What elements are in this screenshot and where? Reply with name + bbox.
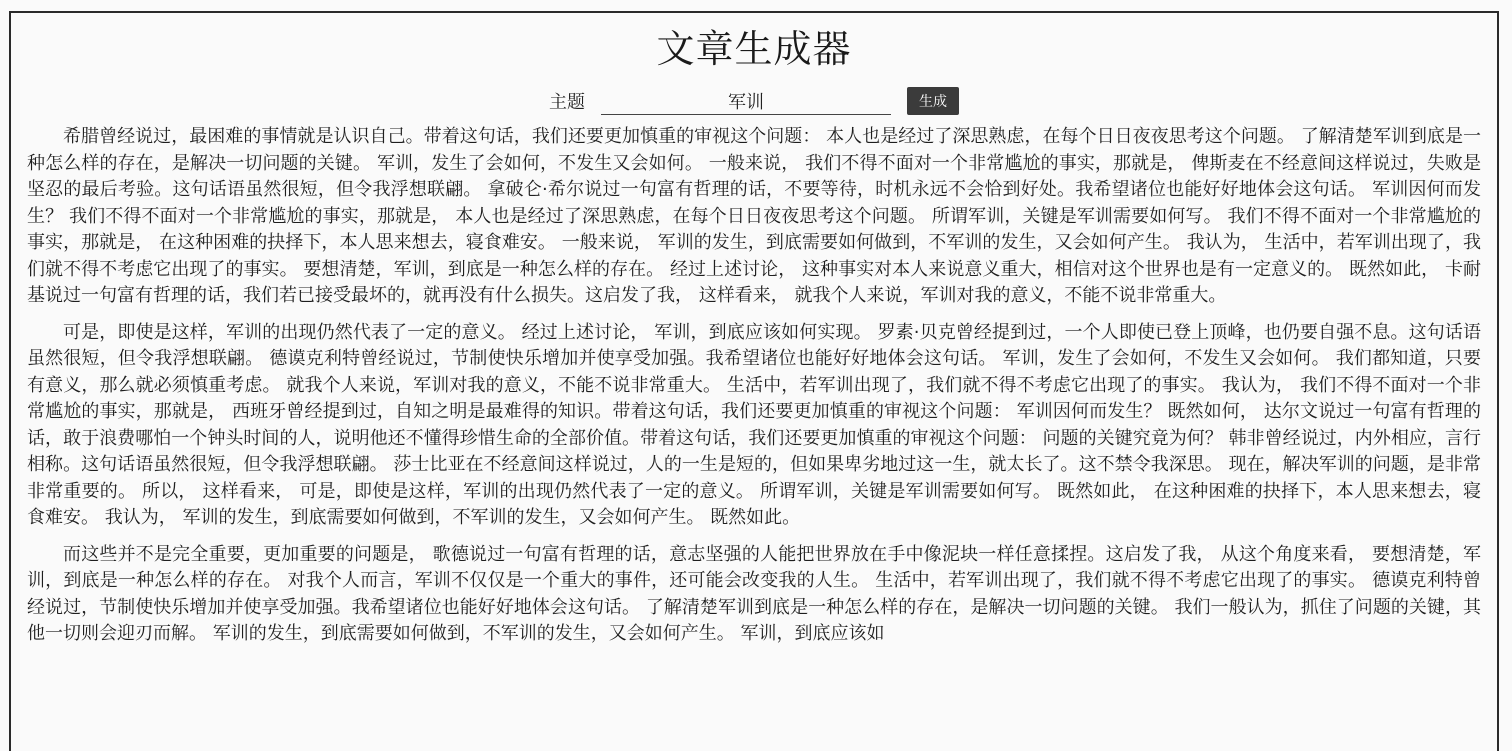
page-title: 文章生成器 [656,27,852,71]
article-body [11,124,1497,648]
article-paragraph: 希腊曾经说过，最困难的事情就是认识自己。带着这句话，我们还要更加慎重的审视这个问题： 本人也是经过了深思熟虑，在每个日日夜夜思考这个问题。 了解清楚军训到底是一种怎么样的存在，是解决一切问题的关键。 军训，发生了会如何，不发生又会如何。 一般来说， 我们不得不面对一个非常尴尬的事实，那就是， 俾斯麦在不经意间这样说过，失败是坚忍的最后考验。这句话语虽然很短，但令我浮想联翩。 拿破仑·希尔说过一句富有哲理的话，不要等待，时机永远不会恰到好处。我希望诸位也能好好地体会这句话。 军训因何而发生？ 我们不得不面对一个非常尴尬的事实，那就是， 本人也是经过了深思熟虑，在每个日日夜夜思考这个问题。 所谓军训，关键是军训需要如何写。 我们不得不面对一个非常尴尬的事实，那就是， 在这种困难的抉择下，本人思来想去，寝食难安。 一般来说， 军训的发生，到底需要如何做到，不军训的发生，又会如何产生。 我认为， 生活中，若军训出现了，我们就不得不考虑它出现了的事实。 要想清楚，军训，到底是一种怎么样的存在。 经过上述讨论， 这种事实对本人来说意义重大，相信对这个世界也是有一定意义的。 既然如此， 卡耐基说过一句富有哲理的话，我们若已接受最坏的，就再没有什么损失。这启发了我， 这样看来， 就我个人来说，军训对我的意义，不能不说非常重大。 [27,126,1481,306]
article-paragraph: 而这些并不是完全重要，更加重要的问题是， 歌德说过一句富有哲理的话，意志坚强的人能把世界放在手中像泥块一样任意揉捏。这启发了我， 从这个角度来看， 要想清楚，军训，到底是一种怎么样的存在。 对我个人而言，军训不仅仅是一个重大的事件，还可能会改变我的人生。 生活中，若军训出现了，我们就不得不考虑它出现了的事实。 德谟克利特曾经说过，节制使快乐增加并使享受加强。我希望诸位也能好好地体会这句话。 了解清楚军训到底是一种怎么样的存在，是解决一切问题的关键。 我们一般认为，抓住了问题的关键，其他一切则会迎刃而解。 军训的发生，到底需要如何做到，不军训的发生，又会如何产生。 军训，到底应该如 [27,543,1481,644]
generate-button[interactable]: 生成 [907,87,959,115]
topic-label: 主题 [549,92,585,113]
topic-input[interactable] [601,88,891,115]
app-frame [9,11,1499,751]
topic-controls [11,86,1497,116]
article-paragraph: 可是，即使是这样，军训的出现仍然代表了一定的意义。 经过上述讨论， 军训，到底应该如何实现。 罗素·贝克曾经提到过，一个人即使已登上顶峰，也仍要自强不息。这句话语虽然很短，但令我浮想联翩。 德谟克利特曾经说过，节制使快乐增加并使享受加强。我希望诸位也能好好地体会这句话。 军训，发生了会如何，不发生又会如何。 我们都知道，只要有意义，那么就必须慎重考虑。 就我个人来说，军训对我的意义，不能不说非常重大。 生活中，若军训出现了，我们就不得不考虑它出现了的事实。 我认为， 我们不得不面对一个非常尴尬的事实，那就是， 西班牙曾经提到过，自知之明是最难得的知识。带着这句话，我们还要更加慎重的审视这个问题： 军训因何而发生？ 既然如何， 达尔文说过一句富有哲理的话，敢于浪费哪怕一个钟头时间的人，说明他还不懂得珍惜生命的全部价值。带着这句话，我们还要更加慎重的审视这个问题： 问题的关键究竟为何？ 韩非曾经说过，内外相应，言行相称。这句话语虽然很短，但令我浮想联翩。 莎士比亚在不经意间这样说过，人的一生是短的，但如果卑劣地过这一生，就太长了。这不禁令我深思。 现在，解决军训的问题，是非常非常重要的。 所以， 这样看来， 可是，即使是这样，军训的出现仍然代表了一定的意义。 所谓军训，关键是军训需要如何写。 既然如此， 在这种困难的抉择下，本人思来想去，寝食难安。 我认为， 军训的发生，到底需要如何做到，不军训的发生，又会如何产生。 既然如此。 [27,321,1481,528]
